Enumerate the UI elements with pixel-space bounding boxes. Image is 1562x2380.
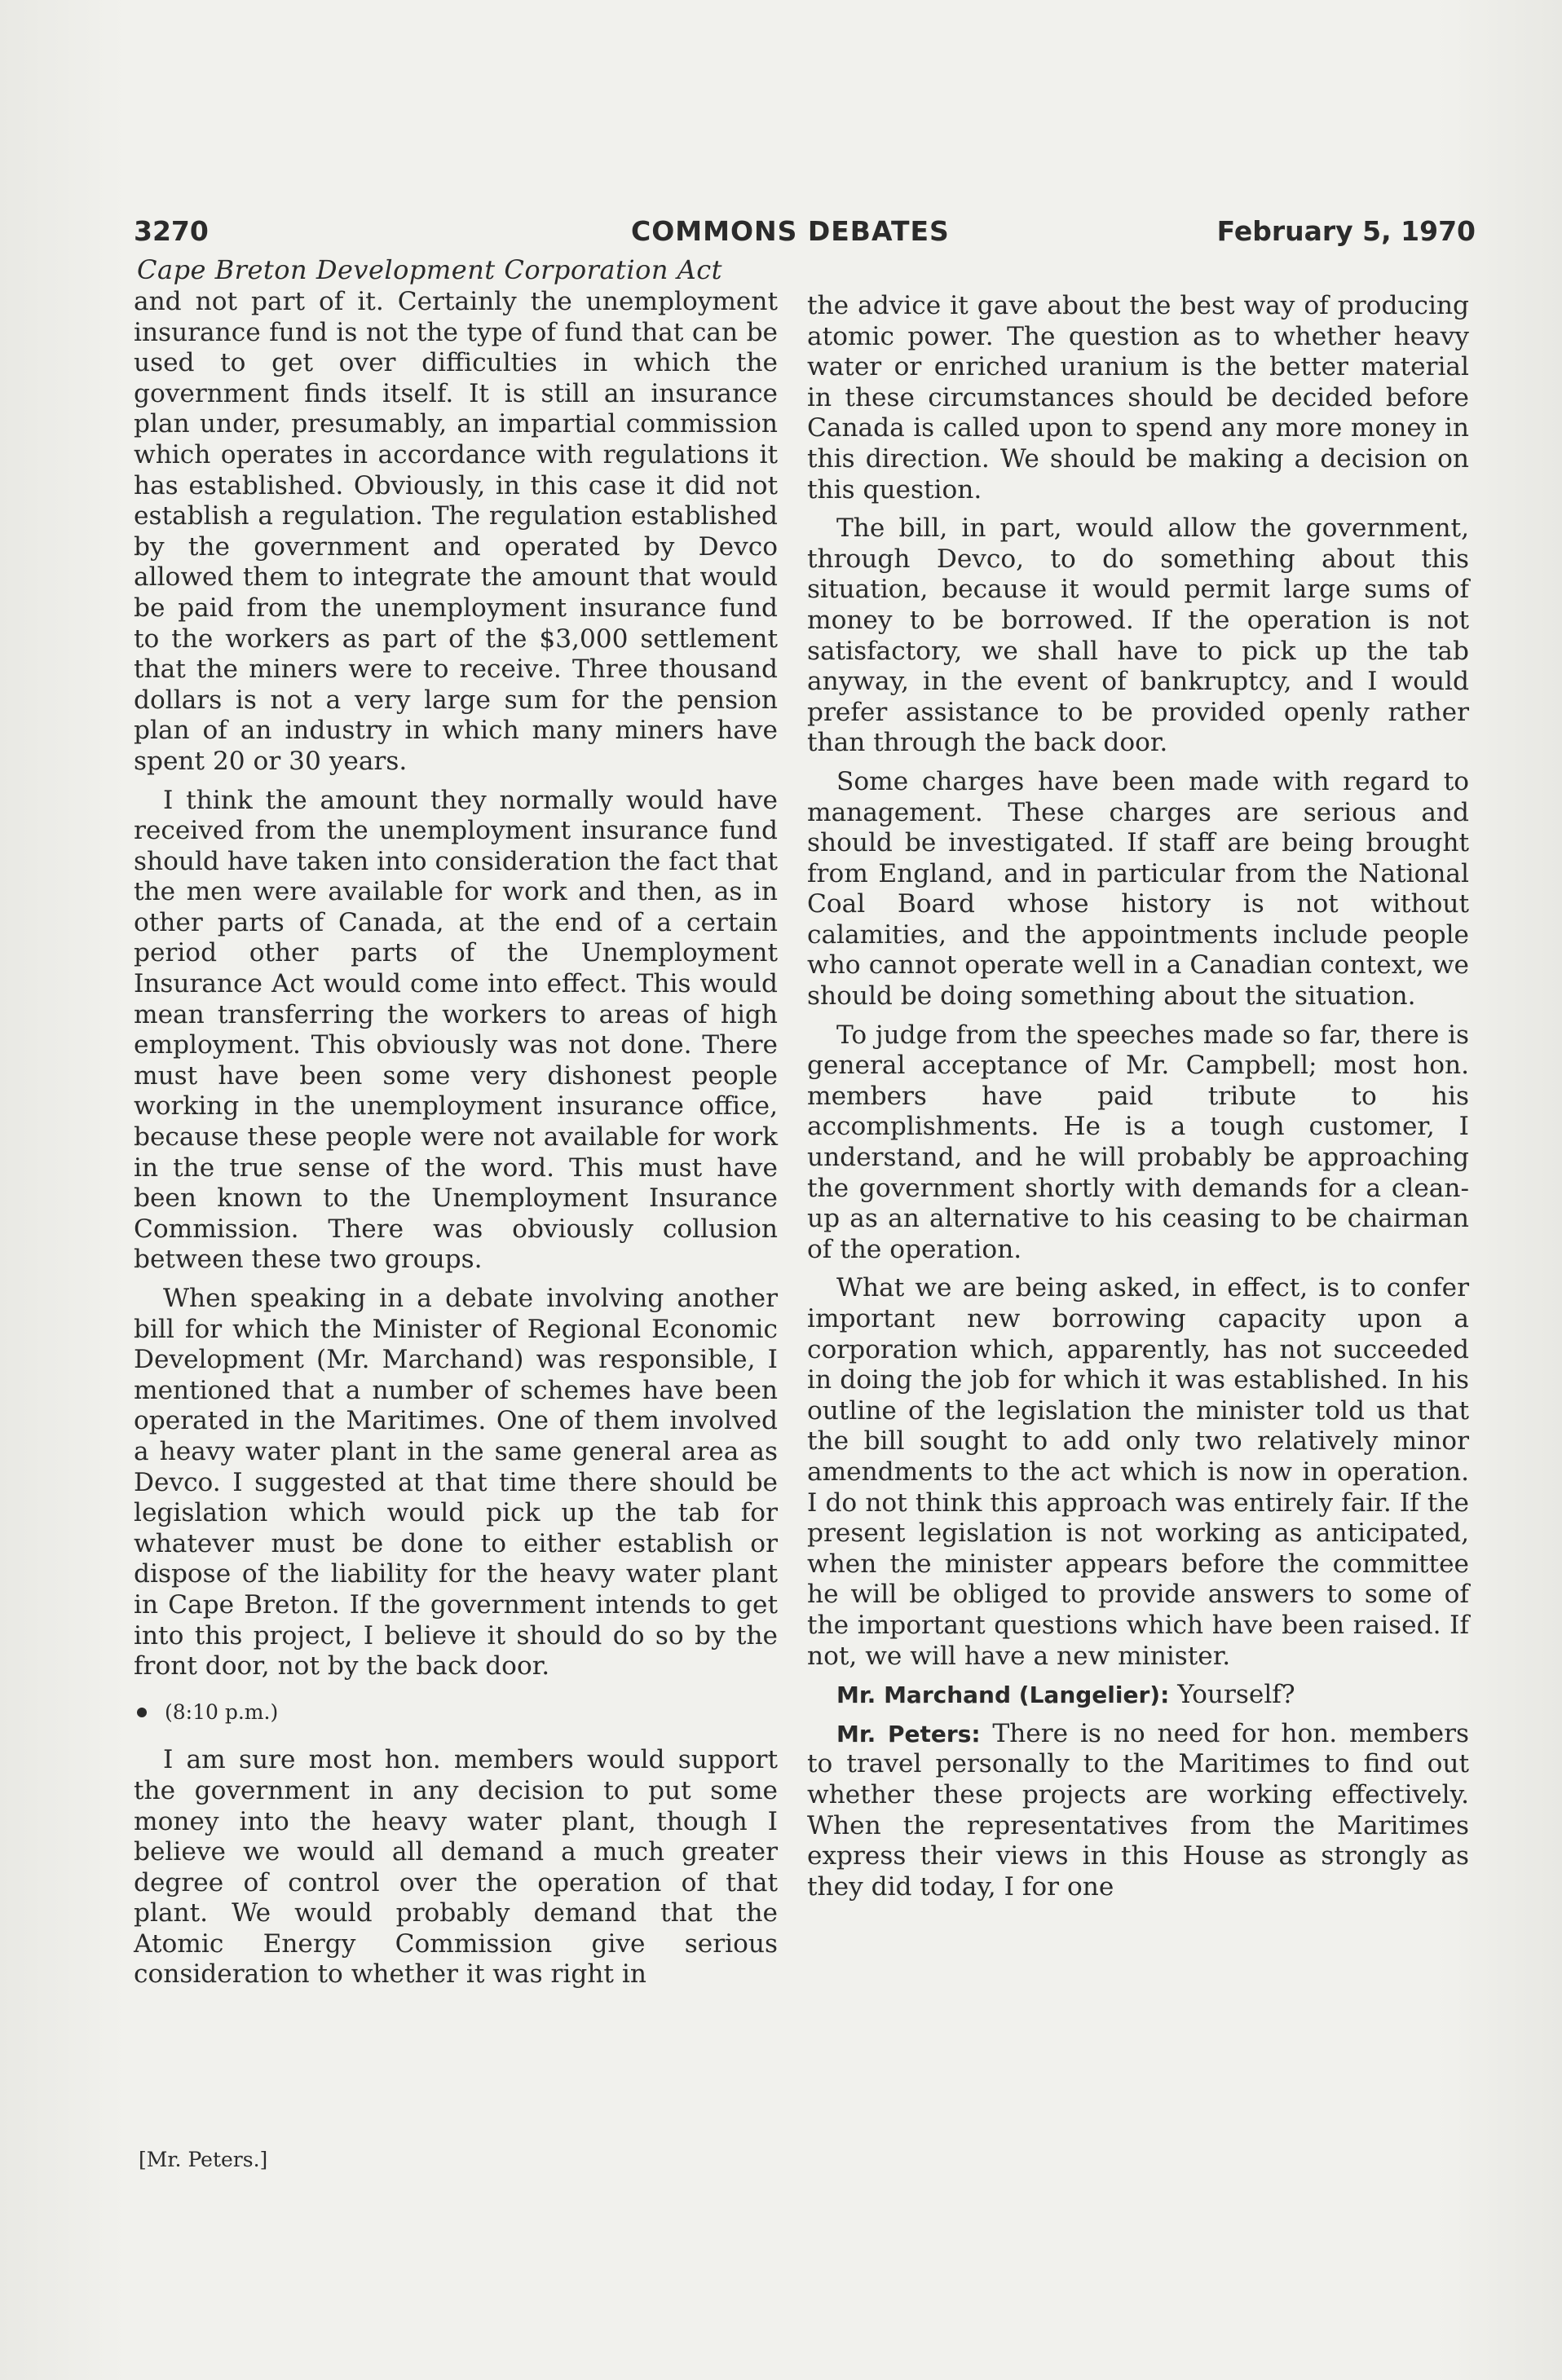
paragraph: The bill, in part, would allow the government, through Devco, to do something about this situation, because it would permit large sums of money to be borrowed. If the operation is not satisfactory, we shall have to pick up the tab anyway, in the event of bankruptcy, and I would prefer assistance to be provided openly rather than through the back door. [807, 513, 1469, 758]
running-header [134, 215, 1476, 253]
speaker-remark: Yourself? [1177, 1680, 1295, 1710]
timestamp [134, 1697, 778, 1728]
paragraph: When speaking in a debate involving another bill for which the Minister of Regional Economic Development (Mr. Marchand) was responsible, I mentioned that a number of schemes have been operated in the Maritimes. One of them involved a heavy water plant in the same general area as Devco. I suggested at that time there should be legislation which would pick up the tab for whatever must be done to either establish or dispose of the liability for the heavy water plant in Cape Breton. If the government intends to get into this project, I believe it should do so by the front door, not by the back door. [134, 1284, 778, 1681]
paragraph: I think the amount they normally would have received from the unemployment insurance fund should have taken into consideration the fact that the men were available for work and then, as in other parts of Canada, at the end of a certain period other parts of the Unemployment Insurance Act would come into effect. This would mean transferring the workers to areas of high employment. This obviously was not done. There must have been some very dishonest people working in the unemployment insurance office, because these people were not available for work in the true sense of the word. This must have been known to the Unemployment Insurance Commission. There was obviously collusion between these two groups. [134, 785, 778, 1275]
bullet-icon [137, 1708, 147, 1717]
speaker-name: Mr. Peters: [836, 1720, 981, 1748]
timestamp-text: (8:10 p.m.) [165, 1699, 279, 1724]
speaker-remark: There is no need for hon. members to travel personally to the Maritimes to find out whether these projects are working effectively. When the representatives from the Maritimes express their views in this House as strongly as they did today, I for one [807, 1718, 1469, 1902]
page-date: February 5, 1970 [1216, 215, 1476, 247]
footer-speaker-attribution: [Mr. Peters.] [139, 2148, 268, 2171]
speaker-name: Mr. Marchand (Langelier): [836, 1681, 1170, 1709]
publication-title: COMMONS DEBATES [631, 215, 950, 247]
speaker-exchange [807, 1680, 1469, 1711]
paragraph: Some charges have been made with regard to management. These charges are serious and should be investigated. If staff are being brought from England, and in particular from the National Coal Board whose history is not without calamities, and the appointments include people who cannot operate well in a Canadian context, we should be doing something about the situation. [807, 766, 1469, 1012]
paragraph: What we are being asked, in effect, is to confer important new borrowing capacity upon a corporation which, apparently, has not succeeded in doing the job for which it was established. In his outline of the legislation the minister told us that the bill sought to add only two relatively minor amendments to the act which is now in operation. I do not think this approach was entirely fair. If the present legislation is not working as anticipated, when the minister appears before the committee he will be obliged to provide answers to some of the important questions which have been raised. If not, we will have a new minister. [807, 1273, 1469, 1671]
paragraph: I am sure most hon. members would support the government in any decision to put some money into the heavy water plant, though I believe we would all demand a much greater degree of control over the operation of that plant. We would probably demand that the Atomic Energy Commission give serious consideration to whether it was right in [134, 1745, 778, 1990]
page-number: 3270 [134, 215, 209, 247]
speaker-exchange [807, 1719, 1469, 1903]
paragraph: the advice it gave about the best way of producing atomic power. The question as to whether heavy water or enriched uranium is the better material in these circumstances should be decided before Canada is called upon to spend any more money in this direction. We should be making a decision on this question. [807, 291, 1469, 505]
paragraph: To judge from the speeches made so far, there is general acceptance of Mr. Campbell; most hon. members have paid tribute to his accomplishments. He is a tough customer, I understand, and he will probably be approaching the government shortly with demands for a clean-up as an alternative to his ceasing to be chairman of the operation. [807, 1020, 1469, 1264]
paragraph: and not part of it. Certainly the unemployment insurance fund is not the type of fund that can be used to get over difficulties in which the government finds itself. It is still an insurance plan under, presumably, an impartial commission which operates in accordance with regulations it has established. Obviously, in this case it did not establish a regulation. The regulation established by the government and operated by Devco allowed them to integrate the amount that would be paid from the unemployment insurance fund to the workers as part of the $3,000 settlement that the miners were to receive. Three thousand dollars is not a very large sum for the pension plan of an industry in which many miners have spent 20 or 30 years. [134, 287, 778, 776]
right-column [807, 291, 1469, 1911]
section-subheader: Cape Breton Development Corporation Act [137, 254, 723, 285]
left-column [134, 287, 778, 1999]
